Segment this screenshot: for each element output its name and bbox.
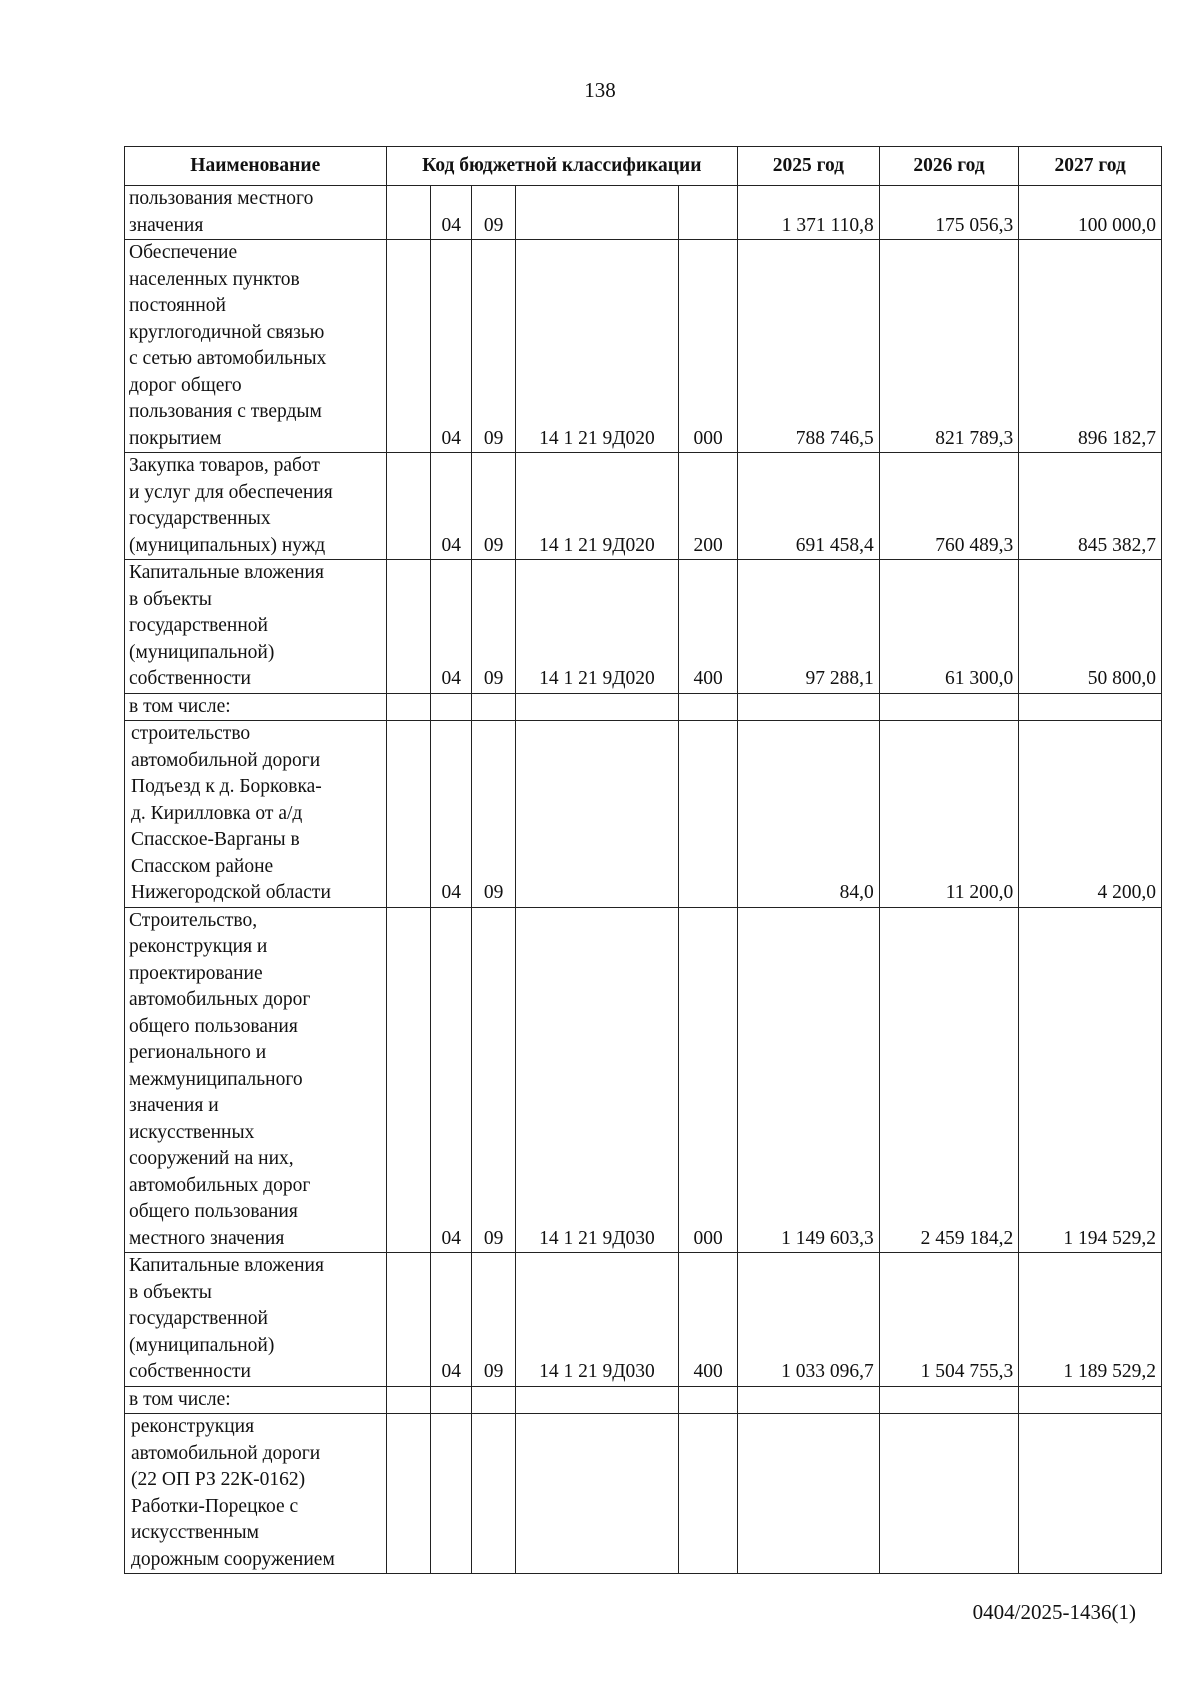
cell-blank [386, 453, 430, 560]
cell-name: Капитальные вложения в объекты государственной (муниципальной) собственности [125, 560, 387, 694]
cell-2025: 691 458,4 [738, 453, 880, 560]
cell-subsection: 09 [472, 240, 515, 453]
cell-section: 04 [431, 560, 472, 694]
cell-blank [386, 240, 430, 453]
table-row [125, 186, 1162, 240]
cell-blank [386, 693, 430, 721]
cell-2025 [738, 693, 880, 721]
table-row [125, 560, 1162, 694]
cell-target-article: 14 1 21 9Д020 [515, 240, 678, 453]
cell-blank [386, 907, 430, 1253]
cell-expense-type [679, 1414, 738, 1574]
cell-expense-type: 000 [679, 240, 738, 453]
cell-2026: 2 459 184,2 [879, 907, 1019, 1253]
header-code: Код бюджетной классификации [386, 147, 738, 186]
cell-blank [386, 1386, 430, 1414]
cell-name: Капитальные вложения в объекты государственной (муниципальной) собственности [125, 1253, 387, 1387]
cell-target-article: 14 1 21 9Д030 [515, 1253, 678, 1387]
cell-name: в том числе: [125, 1386, 387, 1414]
cell-subsection [472, 1386, 515, 1414]
table-row [125, 240, 1162, 453]
cell-blank [386, 721, 430, 908]
cell-target-article: 14 1 21 9Д020 [515, 453, 678, 560]
cell-2025: 1 149 603,3 [738, 907, 880, 1253]
cell-2025: 1 033 096,7 [738, 1253, 880, 1387]
cell-2025: 1 371 110,8 [738, 186, 880, 240]
cell-target-article [515, 1386, 678, 1414]
cell-2027: 4 200,0 [1019, 721, 1162, 908]
table-row [125, 1253, 1162, 1387]
page-number: 138 [584, 78, 616, 102]
cell-2026: 61 300,0 [879, 560, 1019, 694]
cell-section: 04 [431, 907, 472, 1253]
cell-section [431, 1414, 472, 1574]
cell-2027 [1019, 1386, 1162, 1414]
cell-blank [386, 1414, 430, 1574]
cell-section: 04 [431, 186, 472, 240]
cell-subsection: 09 [472, 186, 515, 240]
cell-2027: 845 382,7 [1019, 453, 1162, 560]
cell-target-article [515, 1414, 678, 1574]
table-row [125, 1414, 1162, 1574]
cell-2027: 896 182,7 [1019, 240, 1162, 453]
header-name: Наименование [125, 147, 387, 186]
cell-section [431, 693, 472, 721]
cell-target-article [515, 186, 678, 240]
table-row [125, 453, 1162, 560]
cell-2025: 97 288,1 [738, 560, 880, 694]
table-row [125, 693, 1162, 721]
cell-subsection [472, 693, 515, 721]
cell-blank [386, 1253, 430, 1387]
cell-2025: 84,0 [738, 721, 880, 908]
cell-expense-type: 400 [679, 560, 738, 694]
cell-subsection: 09 [472, 907, 515, 1253]
cell-2026 [879, 693, 1019, 721]
cell-subsection [472, 1414, 515, 1574]
cell-expense-type [679, 693, 738, 721]
cell-2026: 760 489,3 [879, 453, 1019, 560]
cell-target-article: 14 1 21 9Д020 [515, 560, 678, 694]
table-row [125, 907, 1162, 1253]
cell-name: строительство автомобильной дороги Подъезд к д. Борковка- д. Кирилловка от а/д Спасское-Варганы в Спасском районе Нижегородской области [125, 721, 387, 908]
cell-2027: 1 194 529,2 [1019, 907, 1162, 1253]
cell-section [431, 1386, 472, 1414]
cell-2025: 788 746,5 [738, 240, 880, 453]
cell-2026 [879, 1414, 1019, 1574]
cell-blank [386, 560, 430, 694]
cell-2026: 175 056,3 [879, 186, 1019, 240]
header-2025: 2025 год [738, 147, 880, 186]
cell-2026: 821 789,3 [879, 240, 1019, 453]
cell-2027: 50 800,0 [1019, 560, 1162, 694]
cell-2025 [738, 1414, 880, 1574]
cell-expense-type [679, 186, 738, 240]
cell-name: в том числе: [125, 693, 387, 721]
cell-name: пользования местного значения [125, 186, 387, 240]
cell-2026 [879, 1386, 1019, 1414]
cell-2026: 1 504 755,3 [879, 1253, 1019, 1387]
cell-name: Строительство, реконструкция и проектирование автомобильных дорог общего пользования регионального и межмуниципального значения и искусственных сооружений на них, автомобильных дорог общего пользования местного значения [125, 907, 387, 1253]
cell-blank [386, 186, 430, 240]
cell-expense-type [679, 721, 738, 908]
cell-2025 [738, 1386, 880, 1414]
cell-target-article [515, 693, 678, 721]
cell-section: 04 [431, 1253, 472, 1387]
table-row [125, 721, 1162, 908]
cell-target-article [515, 721, 678, 908]
cell-2027 [1019, 693, 1162, 721]
cell-name: Закупка товаров, работ и услуг для обеспечения государственных (муниципальных) нужд [125, 453, 387, 560]
cell-section: 04 [431, 721, 472, 908]
table-row [125, 1386, 1162, 1414]
document-number: 0404/2025-1436(1) [972, 1600, 1136, 1624]
cell-2027: 100 000,0 [1019, 186, 1162, 240]
cell-expense-type: 400 [679, 1253, 738, 1387]
cell-2027 [1019, 1414, 1162, 1574]
cell-section: 04 [431, 453, 472, 560]
header-2027: 2027 год [1019, 147, 1162, 186]
table-body [125, 186, 1162, 1574]
cell-expense-type: 200 [679, 453, 738, 560]
cell-expense-type: 000 [679, 907, 738, 1253]
header-row [125, 147, 1162, 186]
budget-table [124, 146, 1162, 1574]
cell-subsection: 09 [472, 560, 515, 694]
cell-subsection: 09 [472, 721, 515, 908]
cell-subsection: 09 [472, 1253, 515, 1387]
cell-2027: 1 189 529,2 [1019, 1253, 1162, 1387]
cell-subsection: 09 [472, 453, 515, 560]
cell-expense-type [679, 1386, 738, 1414]
cell-section: 04 [431, 240, 472, 453]
cell-2026: 11 200,0 [879, 721, 1019, 908]
cell-name: Обеспечение населенных пунктов постоянной круглогодичной связью с сетью автомобильных дорог общего пользования с твердым покрытием [125, 240, 387, 453]
cell-name: реконструкция автомобильной дороги (22 ОП РЗ 22К-0162) Работки-Порецкое с искусственным дорожным сооружением [125, 1414, 387, 1574]
header-2026: 2026 год [879, 147, 1019, 186]
cell-target-article: 14 1 21 9Д030 [515, 907, 678, 1253]
